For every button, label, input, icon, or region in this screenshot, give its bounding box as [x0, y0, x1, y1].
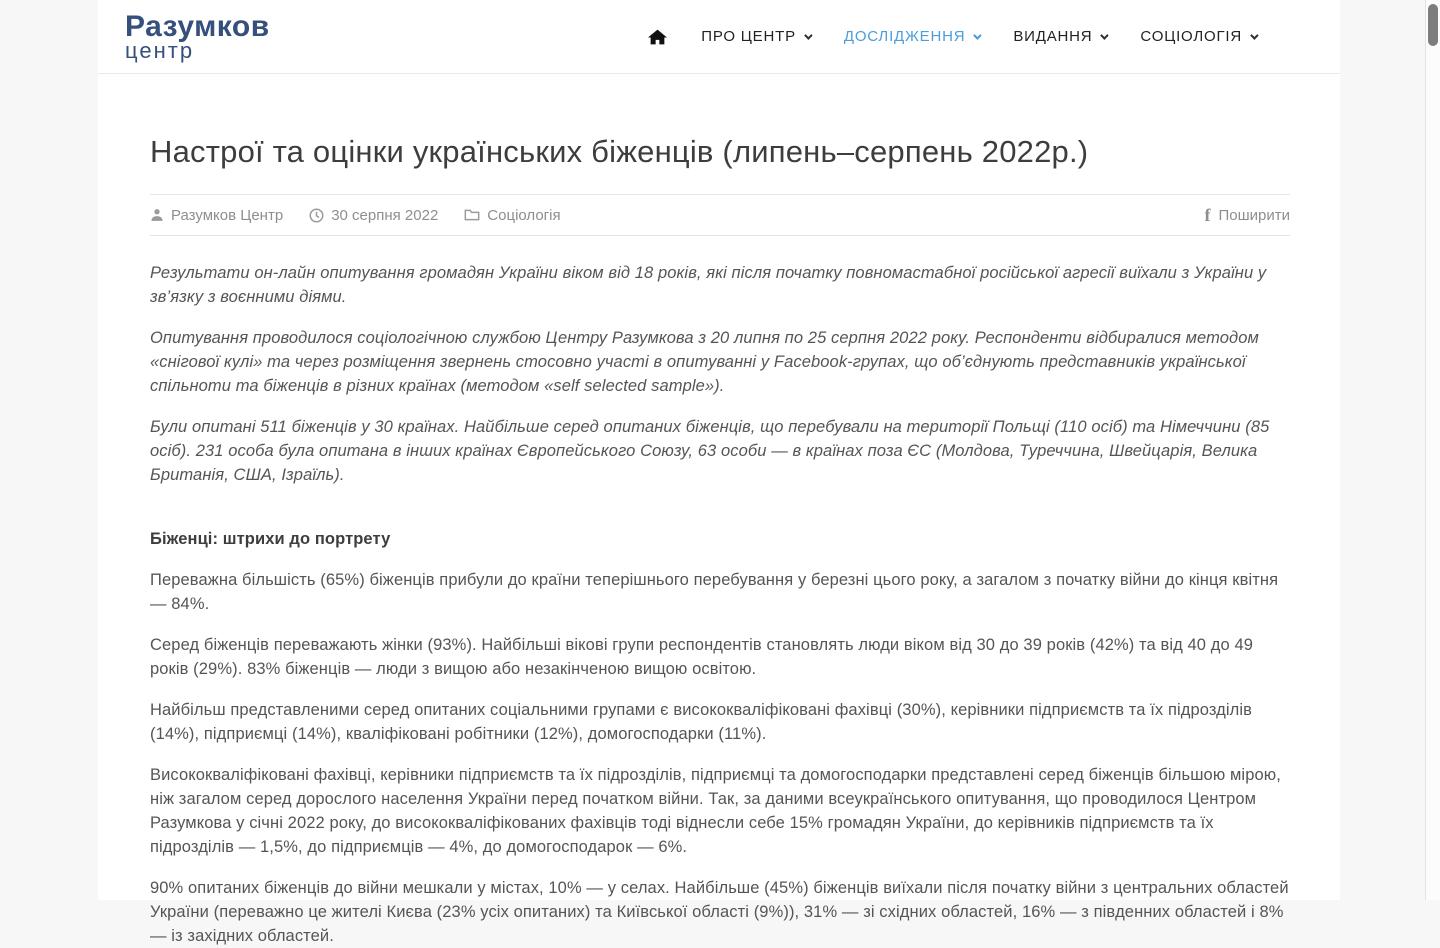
article-author[interactable] — [150, 207, 283, 224]
article-paragraph: 90% опитаних біженців до війни мешкали у містах, 10% — у селах. Найбільше (45%) біженців виїхали після початку війни з центральних областей України (переважно це жителі Києва (23% усіх опитаних) та Київської області (9%)), 31% — зі східних областей, 16% — з південних областей і 8% — із західних областей. — [150, 876, 1290, 948]
page-title: Настрої та оцінки українських біженців (липень–серпень 2022р.) — [150, 134, 1290, 170]
logo-line2: центр — [125, 40, 270, 62]
article-body — [150, 236, 1290, 948]
nav-item-doslidzhennya[interactable] — [844, 28, 979, 45]
facebook-icon: f — [1204, 206, 1210, 224]
article-date — [309, 207, 438, 224]
article-paragraph: Висококваліфіковані фахівці, керівники підприємств та їх підрозділів, підприємці та домогосподарки представлені серед біженців більшою мірою, ніж загалом серед дорослого населення України перед початком війни. Так, за даними всеукраїнського опитування, що проводилося Центром Разумкова у січні 2022 року, до висококваліфікованих фахівців тоді віднесли себе 15% громадян України, до керівників підприємств та їх підрозділів — 1,5%, до підприємців — 4%, до домогосподарок — 6%. — [150, 763, 1290, 859]
nav-item-label: СОЦІОЛОГІЯ — [1140, 28, 1242, 45]
clock-icon — [309, 208, 324, 223]
logo-line1: Разумков — [125, 12, 270, 42]
chevron-down-icon — [804, 31, 812, 39]
nav-home-link[interactable] — [648, 28, 667, 46]
article-section-heading: Біженці: штрихи до портрету — [150, 527, 1290, 551]
article-paragraph: Результати он-лайн опитування громадян України віком від 18 років, які після початку повномастабної російської агресії виїхали з України у зв’язку з воєнними діями. — [150, 261, 1290, 309]
share-button[interactable] — [1204, 206, 1290, 224]
nav-item-label: ВИДАННЯ — [1013, 28, 1092, 45]
site-logo[interactable] — [125, 12, 270, 62]
nav-item-label: ДОСЛІДЖЕННЯ — [844, 28, 965, 45]
site-header — [98, 0, 1340, 74]
author-icon — [150, 208, 164, 222]
article-paragraph: Серед біженців переважають жінки (93%). Найбільші вікові групи респондентів становлять люди віком від 30 до 39 років (42%) та від 40 до 49 років (29%). 83% біженців — люди з вищою або незакінченою вищою освітою. — [150, 633, 1290, 681]
nav-item-pro-tsentr[interactable] — [701, 28, 810, 45]
article-paragraph: Були опитані 511 біженців у 30 країнах. Найбільше серед опитаних біженців, що перебували на території Польщі (110 осіб) та Німеччини (85 осіб). 231 особа була опитана в інших країнах Європейського Союзу, 63 особи — в країнах поза ЄС (Молдова, Туреччина, Швейцарія, Велика Британія, США, Ізраїль). — [150, 415, 1290, 487]
article-category[interactable] — [464, 207, 560, 224]
nav-item-vydannya[interactable] — [1013, 28, 1106, 45]
article-meta-bar — [150, 194, 1290, 236]
nav-item-sotsiolohiya[interactable] — [1140, 28, 1256, 45]
home-icon — [648, 28, 667, 46]
article-paragraph: Опитування проводилося соціологічною службою Центру Разумкова з 20 липня по 25 серпня 2022 року. Респонденти відбиралися методом «снігової кулі» та через розміщення звернень стосовно участі в опитуванні у Facebook-групах, що об’єднують представників української спільноти та біженців в різних країнах (методом «self selected sample»). — [150, 326, 1290, 398]
author-label: Разумков Центр — [171, 207, 283, 224]
category-label: Соціологія — [487, 207, 560, 224]
page-container — [98, 0, 1340, 900]
date-label: 30 серпня 2022 — [331, 207, 438, 224]
main-nav — [648, 28, 1256, 46]
scrollbar-track[interactable] — [1425, 0, 1440, 900]
chevron-down-icon — [974, 31, 982, 39]
nav-item-label: ПРО ЦЕНТР — [701, 28, 796, 45]
share-label: Поширити — [1218, 207, 1290, 224]
scrollbar-thumb[interactable] — [1428, 4, 1438, 46]
article-paragraph: Переважна більшість (65%) біженців прибули до країни теперішнього перебування у березні цього року, а загалом з початку війни до кінця квітня — 84%. — [150, 568, 1290, 616]
article — [98, 74, 1340, 948]
chevron-down-icon — [1250, 31, 1258, 39]
chevron-down-icon — [1101, 31, 1109, 39]
article-paragraph: Найбільш представленими серед опитаних соціальними групами є висококваліфіковані фахівці (30%), керівники підприємств та їх підрозділів (14%), підприємці (14%), кваліфіковані робітники (12%), домогосподарки (11%). — [150, 698, 1290, 746]
meta-left-group — [150, 207, 561, 224]
folder-icon — [464, 208, 480, 222]
